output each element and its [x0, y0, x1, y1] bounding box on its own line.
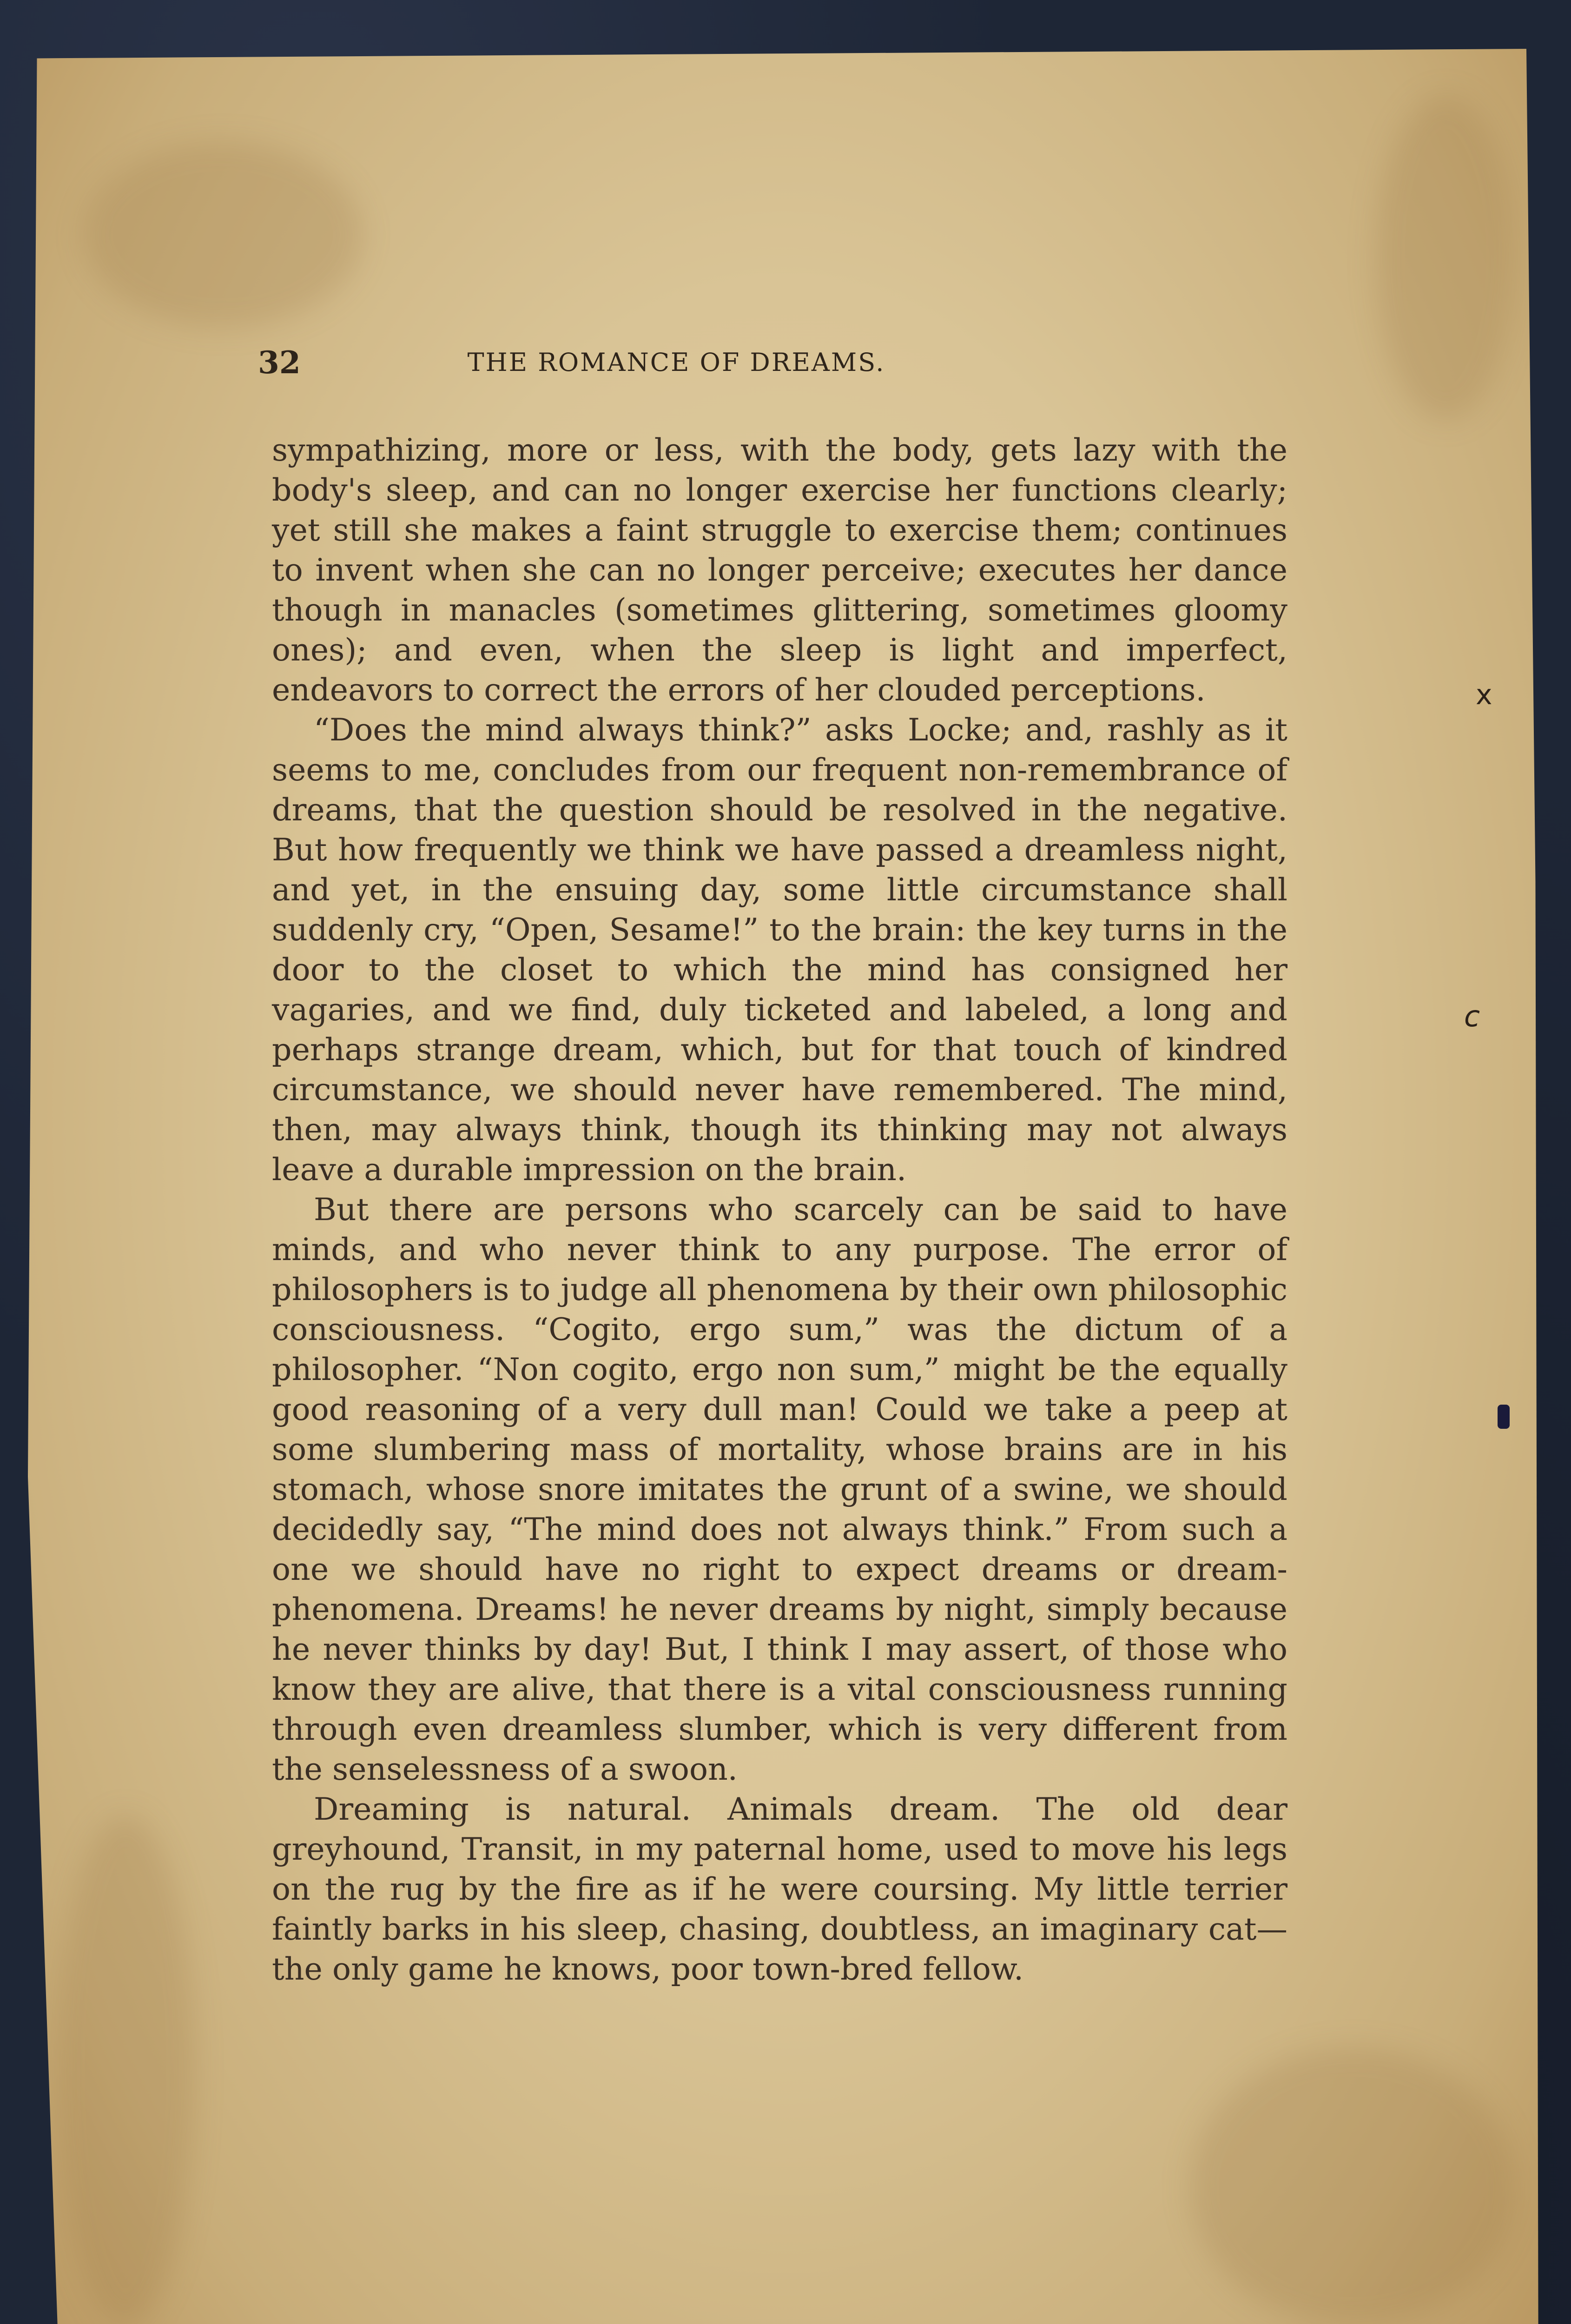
paper-stain	[1190, 2047, 1515, 2324]
paragraph-4: Dreaming is natural. Animals dream. The old dear greyhound, Transit, in my paternal home, used to move his legs on the rug by the fire as if he were coursing. My little terrier faintly barks in his sleep, chasing, doubtless, an imaginary cat—the only game he knows, poor town-bred fellow.	[272, 1791, 1287, 1987]
margin-pencil-mark: c	[1464, 999, 1480, 1033]
running-header	[258, 342, 1076, 383]
paragraph-1: sympathizing, more or less, with the body, gets lazy with the body's sleep, and can no longer exercise her functions clearly; yet still she makes a faint struggle to exercise them; continues to invent when she can no longer perceive; executes her dance though in manacles (sometimes glittering, sometimes gloomy ones); and even, when the sleep is light and imperfect, endeavors to correct the errors of her clouded perceptions.	[272, 432, 1287, 708]
margin-pencil-mark: x	[1476, 679, 1492, 711]
paper-stain	[56, 1815, 195, 2324]
paper-stain	[1376, 95, 1515, 421]
paper-stain	[84, 142, 363, 328]
paragraph-3: But there are persons who scarcely can be said to have minds, and who never think to any purpose. The error of philosophers is to judge all phenomena by their own philosophic consciousness. “Cogito, ergo sum,” was the dictum of a philosopher. “Non cogito, ergo non sum,” might be the equally good reasoning of a very dull man! Could we take a peep at some slumbering mass of mortality, whose brains are in his stomach, whose snore imitates the grunt of a swine, we should decidedly say, “The mind does not always think.” From such a one we should have no right to expect dreams or dream-phenomena. Dreams! he never dreams by night, simply because he never thinks by day! But, I think I may assert, of those who know they are alive, that there is a vital consciousness running through even dreamless slumber, which is very different from the senselessness of a swoon.	[272, 1191, 1287, 1787]
body-text	[272, 430, 1287, 1989]
book-title: THE ROMANCE OF DREAMS.	[467, 348, 885, 377]
paragraph-2: “Does the mind always think?” asks Locke; and, rashly as it seems to me, concludes from our frequent non-remembrance of dreams, that the question should be resolved in the negative. But how frequently we think we have passed a dreamless night, and yet, in the ensuing day, some little circumstance shall suddenly cry, “Open, Sesame!” to the brain: the key turns in the door to the closet to which the mind has consigned her vagaries, and we find, duly ticketed and labeled, a long and perhaps strange dream, which, but for that touch of kindred circumstance, we should never have remembered. The mind, then, may always think, though its thinking may not always leave a durable impression on the brain.	[272, 712, 1287, 1188]
page-number: 32	[258, 344, 301, 381]
ink-blot	[1498, 1405, 1510, 1429]
